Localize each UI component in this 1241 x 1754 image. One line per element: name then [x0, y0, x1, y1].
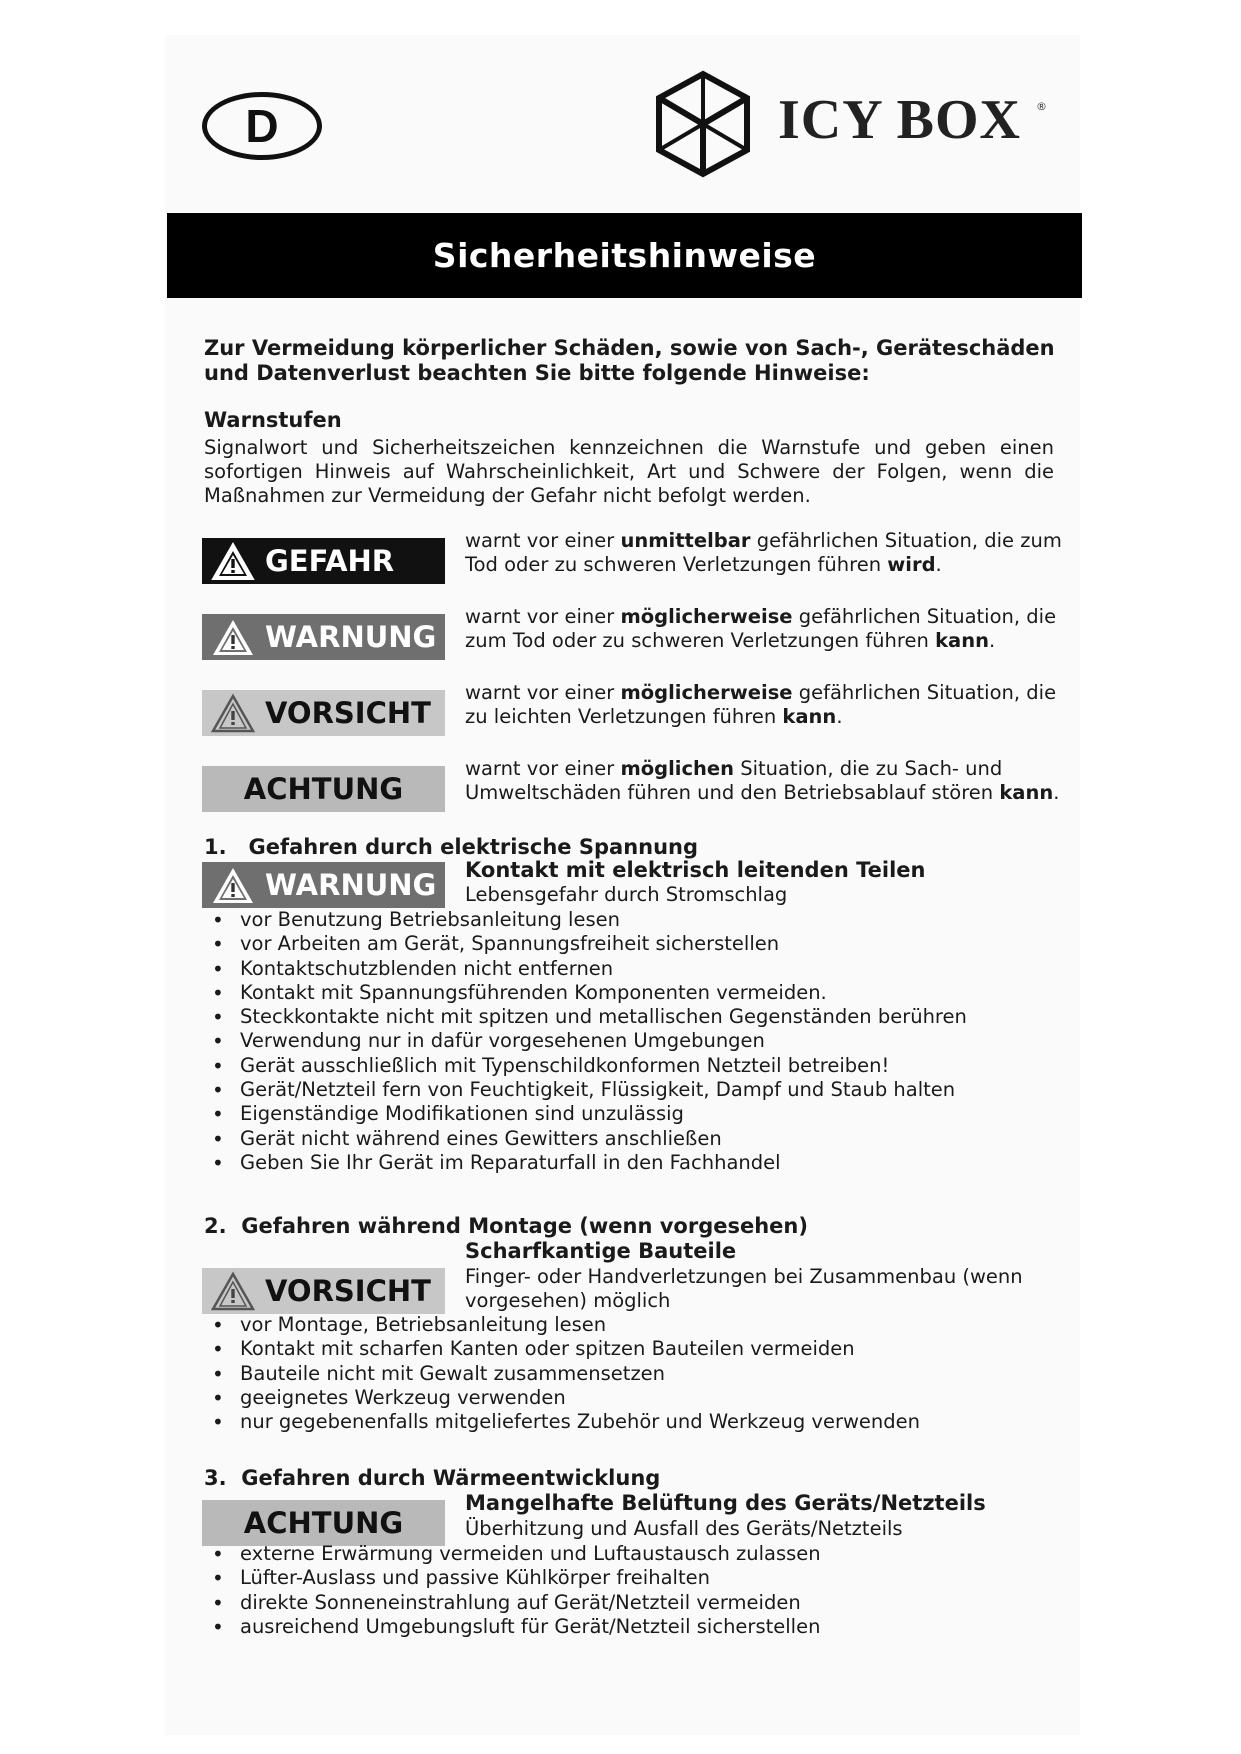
list-item: • Geben Sie Ihr Gerät im Reparaturfall in den Fachhandel	[210, 1151, 967, 1175]
country-code: D	[245, 100, 279, 152]
section-3-heading: 3. Gefahren durch Wärmeentwicklung	[204, 1466, 661, 1490]
warning-triangle-icon	[211, 541, 255, 581]
list-item: • Gerät ausschließlich mit Typenschildkonformen Netzteil betreiben!	[210, 1054, 967, 1078]
section-1-heading: 1. Gefahren durch elektrische Spannung	[204, 835, 699, 859]
list-item: • Gerät nicht während eines Gewitters anschließen	[210, 1127, 967, 1151]
section-1-bullets	[210, 908, 967, 1175]
label-vorsicht: VORSICHT	[202, 690, 445, 736]
list-item: • Bauteile nicht mit Gewalt zusammensetzen	[210, 1362, 920, 1386]
desc-vorsicht: warnt vor einer möglicherweise gefährlichen Situation, die zu leichten Verletzungen führen kann.	[465, 681, 1057, 728]
page-title: Sicherheitshinweise	[432, 236, 817, 275]
list-item: • Kontaktschutzblenden nicht entfernen	[210, 957, 967, 981]
label-warnung: WARNUNG	[202, 614, 445, 660]
list-item: • vor Montage, Betriebsanleitung lesen	[210, 1313, 920, 1337]
section-2-subheading: Scharfkantige Bauteile	[465, 1239, 737, 1263]
section-3-label: ACHTUNG	[202, 1500, 445, 1546]
label-gefahr: GEFAHR	[202, 538, 445, 584]
warnstufen-text: Signalwort und Sicherheitszeichen kennzeichnen die Warnstufe und geben einen sofortigen Hinweis auf Wahrscheinlichkeit, Art und Schwere der Folgen, wenn die Maßnahmen zur Vermeidung der Gefahr nicht befolgt werden.	[204, 436, 1054, 507]
warning-triangle-icon	[211, 693, 255, 733]
list-item: • nur gegebenenfalls mitgeliefertes Zubehör und Werkzeug verwenden	[210, 1410, 920, 1434]
section-3-subtext: Überhitzung und Ausfall des Geräts/Netzteils	[465, 1517, 903, 1540]
list-item: • Lüfter-Auslass und passive Kühlkörper freihalten	[210, 1566, 821, 1590]
section-2-heading: 2. Gefahren während Montage (wenn vorgesehen)	[204, 1214, 808, 1238]
list-item: • vor Benutzung Betriebsanleitung lesen	[210, 908, 967, 932]
section-2-bullets	[210, 1313, 920, 1434]
list-item: • geeignetes Werkzeug verwenden	[210, 1386, 920, 1410]
desc-achtung: warnt vor einer möglichen Situation, die zu Sach- und Umweltschäden führen und den Betriebsablauf stören kann.	[465, 757, 1060, 804]
desc-warnung: warnt vor einer möglicherweise gefährlichen Situation, die zum Tod oder zu schweren Verletzungen führen kann.	[465, 605, 1057, 652]
list-item: • vor Arbeiten am Gerät, Spannungsfreiheit sicherstellen	[210, 932, 967, 956]
warnstufen-heading: Warnstufen	[204, 408, 342, 432]
list-item: • Eigenständige Modifikationen sind unzulässig	[210, 1102, 967, 1126]
section-2-label: VORSICHT	[202, 1268, 445, 1314]
country-badge	[202, 92, 322, 160]
list-item: • Kontakt mit scharfen Kanten oder spitzen Bauteilen vermeiden	[210, 1337, 920, 1361]
section-1-label: WARNUNG	[202, 862, 445, 908]
label-achtung: ACHTUNG	[202, 766, 445, 812]
warning-triangle-icon	[211, 1271, 255, 1311]
list-item: • ausreichend Umgebungsluft für Gerät/Netzteil sicherstellen	[210, 1615, 821, 1639]
list-item: • Gerät/Netzteil fern von Feuchtigkeit, Flüssigkeit, Dampf und Staub halten	[210, 1078, 967, 1102]
desc-gefahr: warnt vor einer unmittelbar gefährlichen Situation, die zum Tod oder zu schweren Verletzungen führen wird.	[465, 529, 1062, 576]
section-3-subheading: Mangelhafte Belüftung des Geräts/Netzteils	[465, 1491, 986, 1515]
warning-triangle-icon	[211, 617, 255, 657]
list-item: • Steckkontakte nicht mit spitzen und metallischen Gegenständen berühren	[210, 1005, 967, 1029]
warning-triangle-icon	[211, 865, 255, 905]
icy-box-logo-icon	[655, 70, 751, 178]
section-2-subtext: Finger- oder Handverletzungen bei Zusammenbau (wenn vorgesehen) möglich	[465, 1265, 1023, 1312]
list-item: • externe Erwärmung vermeiden und Luftaustausch zulassen	[210, 1542, 821, 1566]
intro-text: Zur Vermeidung körperlicher Schäden, sowie von Sach-, Geräteschäden und Datenverlust beachten Sie bitte folgende Hinweise:	[204, 336, 1055, 385]
registered-mark: ®	[1036, 100, 1047, 113]
section-1-subheading: Kontakt mit elektrisch leitenden Teilen	[465, 858, 926, 882]
section-1-subtext: Lebensgefahr durch Stromschlag	[465, 883, 788, 906]
title-bar	[167, 213, 1082, 298]
list-item: • Kontakt mit Spannungsführenden Komponenten vermeiden.	[210, 981, 967, 1005]
section-3-bullets	[210, 1542, 821, 1639]
list-item: • direkte Sonneneinstrahlung auf Gerät/Netzteil vermeiden	[210, 1591, 821, 1615]
list-item: • Verwendung nur in dafür vorgesehenen Umgebungen	[210, 1029, 967, 1053]
brand-name: ICY BOX	[778, 89, 1021, 151]
